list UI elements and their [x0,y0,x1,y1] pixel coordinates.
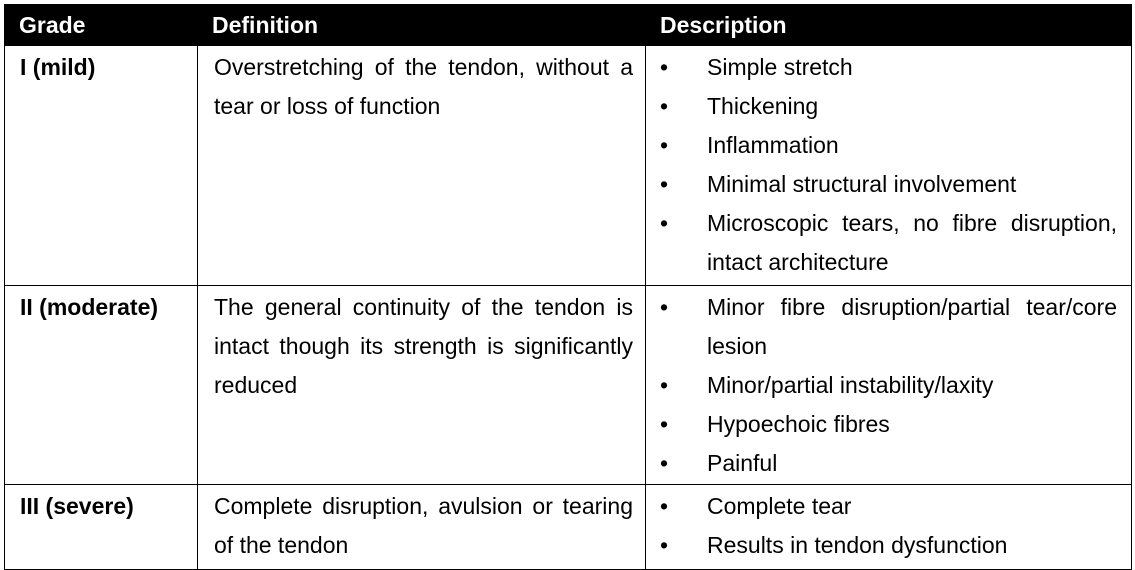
header-description: Description [646,5,1132,46]
list-item-text: Hypoechoic fibres [707,411,890,437]
tendon-grade-table [4,4,1132,570]
definition-text: Overstretching of the tendon, without a tear or loss of function [214,54,633,119]
bullet-icon: • [660,411,669,437]
list-item [660,444,1117,483]
list-item-text: Minor fibre disruption/partial tear/core lesion [707,294,1117,359]
description-list [660,48,1117,282]
bullet-icon: • [660,93,669,119]
list-item-text: Results in tendon dysfunction [707,532,1008,558]
grade-cell [5,46,198,286]
list-item-text: Microscopic tears, no fibre disruption, intact architecture [707,210,1117,275]
table-row [5,485,1132,570]
list-item [660,48,1117,87]
list-item-text: Painful [707,450,778,476]
list-item [660,288,1117,366]
description-cell [646,485,1132,570]
definition-text: Complete disruption, avulsion or tearing of the tendon [214,493,633,558]
bullet-icon: • [660,210,669,236]
header-grade: Grade [5,5,198,46]
table-header [5,5,1132,46]
list-item [660,526,1117,565]
list-item-text: Inflammation [707,132,839,158]
grade-cell [5,485,198,570]
header-definition: Definition [198,5,646,46]
list-item [660,165,1117,204]
definition-text: The general continuity of the tendon is intact though its strength is significantly reduced [214,294,633,398]
table-row [5,46,1132,286]
description-cell [646,46,1132,286]
grade-cell [5,286,198,485]
bullet-icon: • [660,450,669,476]
table-row [5,286,1132,485]
header-row [5,5,1132,46]
bullet-icon: • [660,532,669,558]
list-item-text: Minimal structural involvement [707,171,1017,197]
grade-label: II (moderate) [20,294,159,320]
list-item-text: Complete tear [707,493,852,519]
list-item-text: Minor/partial instability/laxity [707,372,994,398]
bullet-icon: • [660,132,669,158]
description-list [660,288,1117,483]
definition-cell [198,485,646,570]
list-item [660,405,1117,444]
definition-cell [198,286,646,485]
list-item-text: Thickening [707,93,819,119]
list-item [660,204,1117,282]
bullet-icon: • [660,372,669,398]
bullet-icon: • [660,54,669,80]
list-item [660,87,1117,126]
bullet-icon: • [660,493,669,519]
list-item [660,366,1117,405]
bullet-icon: • [660,171,669,197]
table-body [5,46,1132,570]
grade-label: III (severe) [20,493,134,519]
description-cell [646,286,1132,485]
bullet-icon: • [660,294,669,320]
list-item [660,126,1117,165]
grade-label: I (mild) [20,54,96,80]
description-list [660,487,1117,565]
list-item-text: Simple stretch [707,54,853,80]
definition-cell [198,46,646,286]
list-item [660,487,1117,526]
